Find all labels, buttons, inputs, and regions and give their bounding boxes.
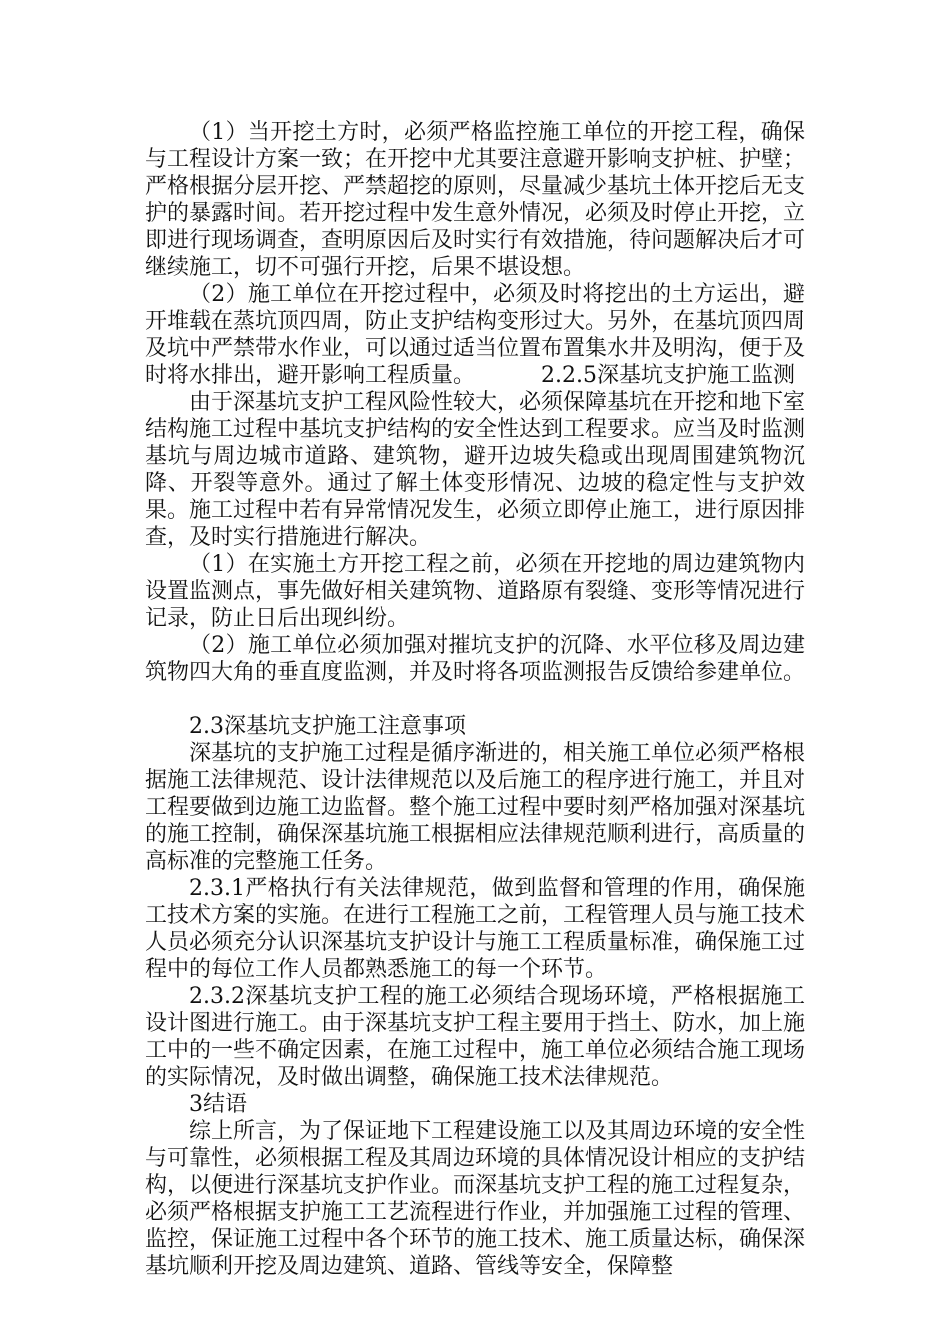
paragraph-monitoring-reports: （2）施工单位必须加强对摧坑支护的沉降、水平位移及周边建筑物四大角的垂直度监测，并及时将各项监测报告反馈给参建单位。 <box>145 633 806 685</box>
paragraph-2-3-2: 2.3.2深基坑支护工程的施工必须结合现场环境，严格根据施工设计图进行施工。由于深基坑支护工程主要用于挡土、防水，加上施工中的一些不确定因素，在施工过程中，施工单位必须结合施工现场的实际情况，及时做出调整，确保施工技术法律规范。 <box>145 984 806 1090</box>
paragraph-monitoring-points: （1）在实施土方开挖工程之前，必须在开挖地的周边建筑物内设置监测点，事先做好相关建筑物、道路原有裂缝、变形等情况进行记录，防止日后出现纠纷。 <box>145 552 806 631</box>
paragraph-monitoring-intro: 由于深基坑支护工程风险性较大，必须保障基坑在开挖和地下室结构施工过程中基坑支护结构的安全性达到工程要求。应当及时监测基坑与周边城市道路、建筑物，避开边坡失稳或出现周围建筑物沉降、开裂等意外。通过了解土体变形情况、边坡的稳定性与支护效果。施工过程中若有异常情况发生，必须立即停止施工，进行原因排查，及时实行措施进行解决。 <box>145 390 806 550</box>
paragraph-precautions-intro: 深基坑的支护施工过程是循序渐进的，相关施工单位必须严格根据施工法律规范、设计法律规范以及后施工的程序进行施工，并且对工程要做到边施工边监督。整个施工过程中要时刻严格加强对深基坑的施工控制，确保深基坑施工根据相应法律规范顺利进行，高质量的高标准的完整施工任务。 <box>145 741 806 874</box>
section-heading-2-3: 2.3深基坑支护施工注意事项 <box>189 714 466 739</box>
section-heading-3: 3结语 <box>189 1092 247 1117</box>
section-heading-2-2-5: 2.2.5深基坑支护施工监测 <box>541 363 795 388</box>
paragraph-excavation-control: （1）当开挖土方时，必须严格监控施工单位的开挖工程，确保与工程设计方案一致；在开挖中尤其要注意避开影响支护桩、护壁；严格根据分层开挖、严禁超挖的原则，尽量减少基坑土体开挖后无支护的暴露时间。若开挖过程中发生意外情况，必须及时停止开挖，立即进行现场调查，查明原因后及时实行有效措施，待问题解决后才可继续施工，切不可强行开挖，后果不堪设想。 <box>145 120 806 280</box>
paragraph-conclusion: 综上所言，为了保证地下工程建设施工以及其周边环境的安全性与可靠性，必须根据工程及其周边环境的具体情况设计相应的支护结构，以便进行深基坑支护作业。而深基坑支护工程的施工过程复杂，必须严格根据支护施工工艺流程进行作业，并加强施工过程的管理、监控，保证施工过程中各个环节的施工技术、施工质量达标，确保深基坑顺利开挖及周边建筑、道路、管线等安全，保障整 <box>145 1119 806 1279</box>
paragraph-spacer <box>145 686 805 713</box>
document-body <box>145 119 805 1280</box>
paragraph-2-3-1: 2.3.1严格执行有关法律规范，做到监督和管理的作用，确保施工技术方案的实施。在进行工程施工之前，工程管理人员与施工技术人员必须充分认识深基坑支护设计与施工工程质量标准，确保施工过程中的每位工作人员都熟悉施工的每一个环节。 <box>145 876 806 982</box>
paragraph-earth-removal-text: （2）施工单位在开挖过程中，必须及时将挖出的土方运出，避开堆载在蒸坑顶四周，防止支护结构变形过大。另外，在基坑顶四周及坑中严禁带水作业，可以通过适当位置布置集水井及明沟，便于及时将水排出，避开影响工程质量。 <box>145 282 806 388</box>
paragraph-earth-removal <box>145 281 805 389</box>
